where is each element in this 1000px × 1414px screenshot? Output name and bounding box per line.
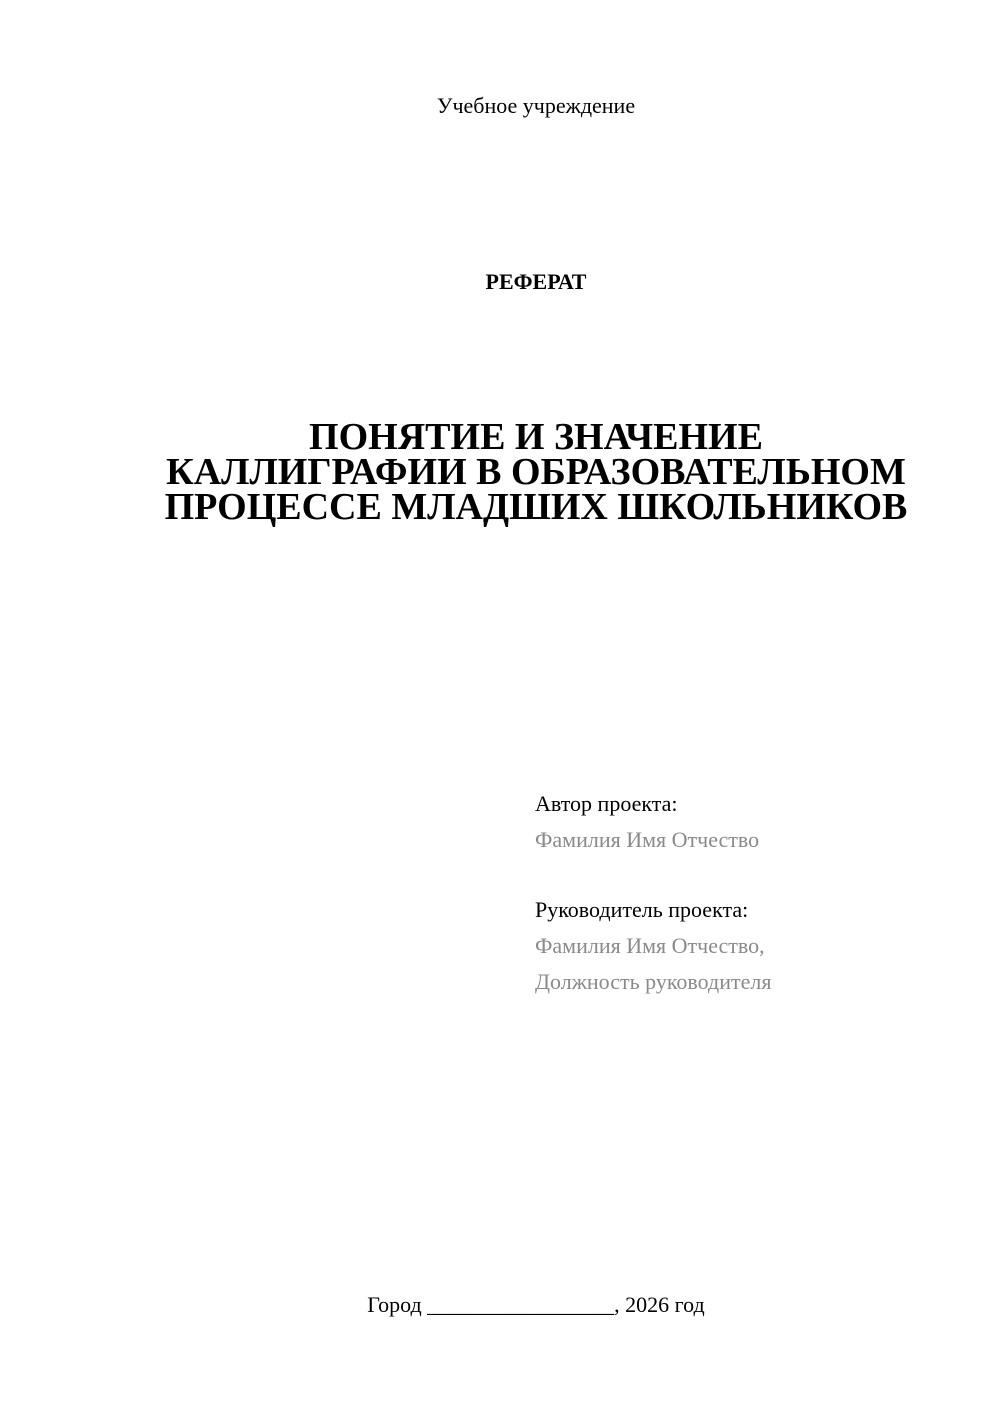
- document-type: РЕФЕРАТ: [485, 269, 587, 294]
- title-line-3: ПРОЦЕССЕ МЛАДШИХ ШКОЛЬНИКОВ: [164, 486, 908, 528]
- city-year: Город _________________, 2026 год: [367, 1292, 705, 1317]
- institution-name: Учебное учреждение: [436, 93, 636, 118]
- author-name: Фамилия Имя Отчество: [535, 827, 760, 852]
- author-label: Автор проекта:: [535, 791, 678, 816]
- author-block: [535, 786, 975, 858]
- document-title: [100, 416, 972, 528]
- title-line-2: КАЛЛИГРАФИИ В ОБРАЗОВАТЕЛЬНОМ: [166, 451, 906, 493]
- supervisor-position: Должность руководителя: [535, 969, 772, 994]
- title-line-1: ПОНЯТИЕ И ЗНАЧЕНИЕ: [309, 416, 763, 458]
- supervisor-block: [535, 892, 975, 1000]
- supervisor-name: Фамилия Имя Отчество,: [535, 933, 765, 958]
- supervisor-label: Руководитель проекта:: [535, 897, 749, 922]
